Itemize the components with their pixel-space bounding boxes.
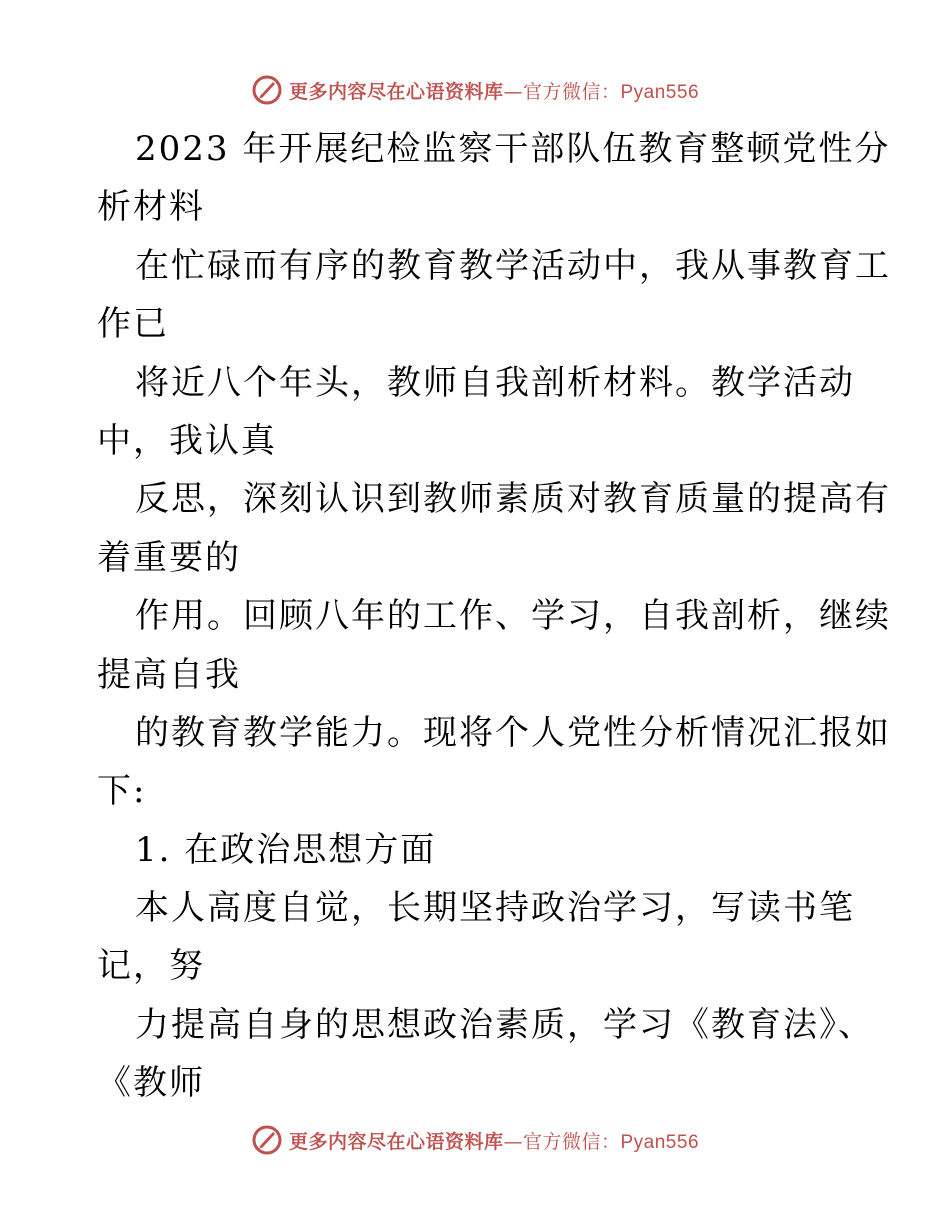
paragraph-line: 在忙碌而有序的教育教学活动中，我从事教育工 [135, 245, 891, 286]
paragraph-line: 的教育教学能力。现将个人党性分析情况汇报如 [135, 712, 891, 753]
footer-wechat-label: 官方微信： [522, 1130, 621, 1153]
header-wechat-label: 官方微信： [522, 80, 621, 103]
footer-wechat-id: Pyan556 [620, 1131, 700, 1153]
paragraph-line: 力提高自身的思想政治素质，学习《教育法》、 [135, 1004, 874, 1045]
header-wechat-id: Pyan556 [620, 81, 700, 103]
paragraph-line: 下: [97, 771, 147, 812]
paragraph-line: 记，努 [97, 946, 205, 987]
footer-banner-text [289, 1127, 699, 1154]
paragraph-line: 着重要的 [97, 537, 241, 578]
footer-separator: — [503, 1130, 523, 1153]
header-site-text: 更多内容尽在心语资料库 [288, 80, 504, 103]
paragraph-line: 作已 [97, 304, 169, 345]
footer-site-text: 更多内容尽在心语资料库 [288, 1130, 504, 1153]
paragraph-line: 将近八个年头，教师自我剖析材料。教学活动 [135, 362, 855, 403]
paragraph-line: 作用。回顾八年的工作、学习，自我剖析，继续 [135, 596, 891, 637]
paragraph-line: 《教师 [97, 1063, 205, 1104]
paragraph-line: 反思，深刻认识到教师素质对教育质量的提高有 [135, 479, 891, 520]
paragraph-line: 提高自我 [97, 654, 241, 695]
title-line-1: 2023 年开展纪检监察干部队伍教育整顿党性分 [135, 129, 891, 169]
header-separator: — [503, 80, 523, 103]
document-body [97, 120, 891, 1113]
paragraph-line: 本人高度自觉，长期坚持政治学习，写读书笔 [135, 888, 855, 929]
section-heading: 1. 在政治思想方面 [135, 829, 437, 870]
header-banner [0, 70, 950, 110]
title-line-2: 析材料 [97, 187, 205, 228]
quill-pen-logo-icon [251, 74, 283, 106]
header-banner-text [289, 77, 699, 104]
footer-banner [0, 1120, 950, 1160]
paragraph-line: 中，我认真 [97, 420, 277, 461]
quill-pen-logo-icon [251, 1124, 283, 1156]
